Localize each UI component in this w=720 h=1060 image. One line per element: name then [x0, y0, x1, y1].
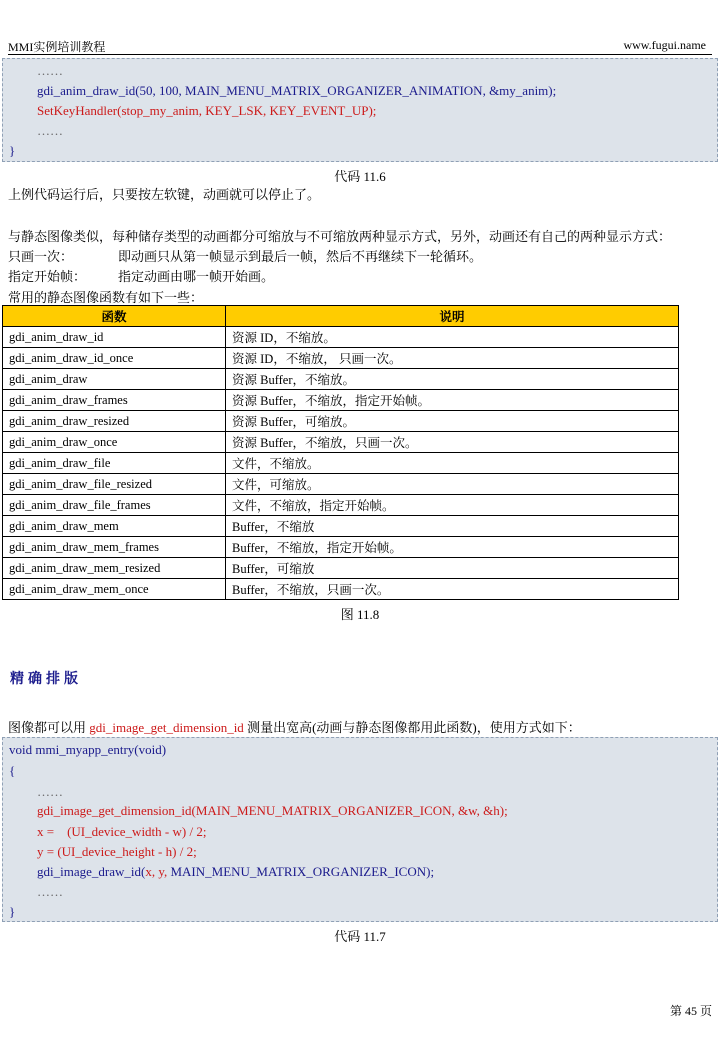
table-row	[3, 390, 679, 411]
function-name-cell: gdi_anim_draw_id_once	[3, 348, 226, 369]
header-title: MMI实例培训教程	[8, 40, 106, 54]
column-header: 说明	[226, 306, 679, 327]
code-line: }	[9, 143, 16, 158]
function-name-cell: gdi_anim_draw_once	[3, 432, 226, 453]
table-row	[3, 369, 679, 390]
description-cell: 资源 Buffer，不缩放，指定开始帧。	[226, 390, 679, 411]
description-cell: 文件，不缩放，指定开始帧。	[226, 495, 679, 516]
function-table	[2, 305, 679, 600]
page-header	[8, 36, 712, 55]
function-name-cell: gdi_anim_draw	[3, 369, 226, 390]
table-row	[3, 327, 679, 348]
description-cell: 资源 Buffer，不缩放。	[226, 369, 679, 390]
page-number: 第 45 页	[669, 1004, 712, 1018]
description-cell: Buffer，不缩放，只画一次。	[226, 579, 679, 600]
description-cell: 资源 Buffer，可缩放。	[226, 411, 679, 432]
description-cell: 资源 ID，不缩放。	[226, 327, 679, 348]
code-token: x, y,	[145, 864, 171, 879]
code-line: ……	[37, 884, 63, 899]
paragraph-text: 图像都可以用	[8, 720, 90, 735]
code-line: y = (UI_device_height - h) / 2;	[37, 844, 197, 859]
code-caption: 代码 11.6	[334, 169, 386, 184]
description-cell: 资源 Buffer，不缩放，只画一次。	[226, 432, 679, 453]
header-url: www.fugui.name	[623, 38, 706, 52]
description-cell: Buffer，不缩放，指定开始帧。	[226, 537, 679, 558]
paragraph: 常用的静态图像函数有如下一些：	[8, 290, 204, 305]
function-name-cell: gdi_anim_draw_file_frames	[3, 495, 226, 516]
function-reference: gdi_image_get_dimension_id	[89, 720, 244, 735]
column-header: 函数	[3, 306, 226, 327]
table-row	[3, 474, 679, 495]
code-line: gdi_anim_draw_id(50, 100, MAIN_MENU_MATRIX_ORGANIZER_ANIMATION, &my_anim);	[37, 83, 557, 98]
table-row	[3, 579, 679, 600]
function-name-cell: gdi_anim_draw_mem_resized	[3, 558, 226, 579]
description-cell: Buffer，可缩放	[226, 558, 679, 579]
code-block-11-6	[2, 58, 718, 162]
table-row	[3, 558, 679, 579]
paragraph: 上例代码运行后，只要按左软键，动画就可以停止了。	[8, 187, 321, 202]
mode-term: 只画一次：	[8, 249, 74, 264]
code-line: ……	[37, 123, 63, 138]
table-row	[3, 495, 679, 516]
code-line: }	[9, 904, 16, 919]
paragraph	[8, 717, 581, 736]
paragraph-text: 测量出宽高(动画与静态图像都用此函数)，使用方式如下：	[243, 720, 581, 735]
table-row	[3, 453, 679, 474]
function-name-cell: gdi_anim_draw_mem_frames	[3, 537, 226, 558]
code-caption: 代码 11.7	[334, 929, 386, 944]
code-line: void mmi_myapp_entry(void)	[9, 742, 167, 757]
description-cell: 文件，不缩放。	[226, 453, 679, 474]
code-token: MAIN_MENU_MATRIX_ORGANIZER_ICON);	[170, 864, 435, 879]
code-line: ……	[37, 63, 63, 78]
paragraph: 与静态图像类似，每种储存类型的动画都分可缩放与不可缩放两种显示方式，另外，动画还有自己的两种显示方式：	[8, 229, 672, 244]
table-row	[3, 537, 679, 558]
function-name-cell: gdi_anim_draw_frames	[3, 390, 226, 411]
table-row	[3, 348, 679, 369]
code-line: SetKeyHandler(stop_my_anim, KEY_LSK, KEY_EVENT_UP);	[37, 103, 377, 118]
function-name-cell: gdi_anim_draw_file_resized	[3, 474, 226, 495]
function-name-cell: gdi_anim_draw_id	[3, 327, 226, 348]
mode-definition: 即动画只从第一帧显示到最后一帧，然后不再继续下一轮循环。	[118, 249, 483, 264]
table-header-row	[3, 306, 679, 327]
table-row	[3, 432, 679, 453]
figure-caption: 图 11.8	[340, 607, 380, 622]
function-name-cell: gdi_anim_draw_file	[3, 453, 226, 474]
mode-definition: 指定动画由哪一帧开始画。	[118, 269, 275, 284]
mode-term: 指定开始帧：	[8, 269, 87, 284]
function-name-cell: gdi_anim_draw_mem	[3, 516, 226, 537]
code-line: ……	[37, 784, 63, 799]
section-title: 精确排版	[10, 672, 82, 687]
code-line	[37, 862, 434, 882]
function-name-cell: gdi_anim_draw_resized	[3, 411, 226, 432]
description-cell: 资源 ID，不缩放， 只画一次。	[226, 348, 679, 369]
description-cell: 文件，可缩放。	[226, 474, 679, 495]
function-name-cell: gdi_anim_draw_mem_once	[3, 579, 226, 600]
code-line: gdi_image_get_dimension_id(MAIN_MENU_MATRIX_ORGANIZER_ICON, &w, &h);	[37, 803, 508, 818]
code-line: {	[9, 763, 16, 778]
code-line: x = (UI_device_width - w) / 2;	[37, 824, 207, 839]
table-row	[3, 516, 679, 537]
code-token: gdi_image_draw_id(	[37, 864, 146, 879]
table-row	[3, 411, 679, 432]
code-block-11-7	[2, 737, 718, 922]
description-cell: Buffer，不缩放	[226, 516, 679, 537]
